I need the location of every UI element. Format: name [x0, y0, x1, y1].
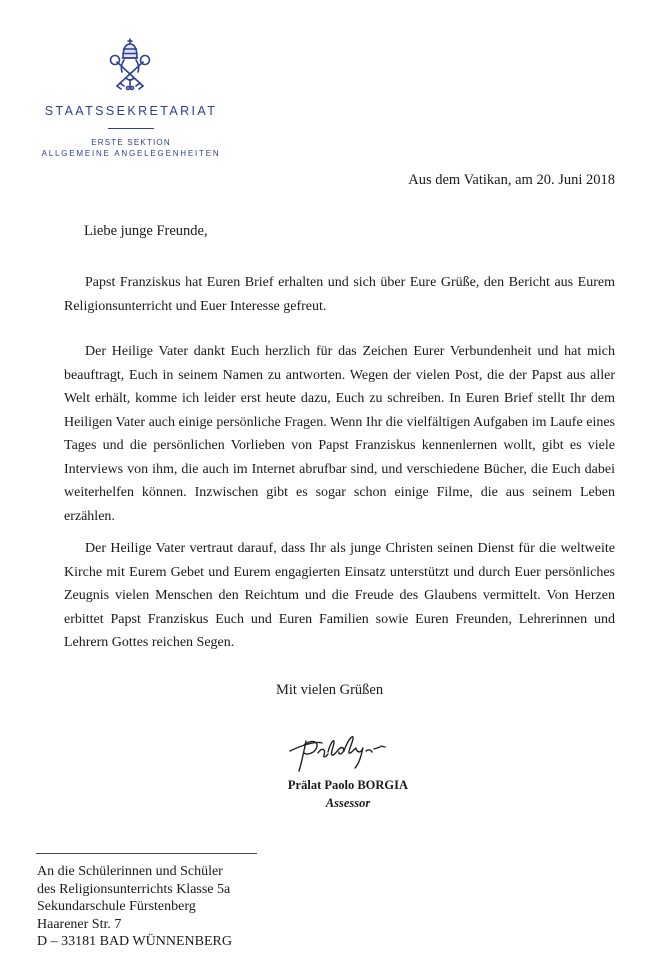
address-line: Haarener Str. 7 — [37, 916, 122, 932]
address-line: Sekundarschule Fürstenberg — [37, 899, 196, 915]
closing-greeting: Mit vielen Grüßen — [276, 682, 384, 698]
address-divider — [36, 853, 257, 854]
office-section: ERSTE SEKTION — [91, 138, 171, 147]
papal-keys-emblem-icon — [104, 36, 156, 92]
salutation: Liebe junge Freunde, — [84, 223, 208, 239]
address-line: D – 33181 BAD WÜNNENBERG — [37, 934, 232, 950]
letterhead-divider — [108, 128, 154, 129]
body-paragraph: Papst Franziskus hat Euren Brief erhalten und sich über Eure Grüße, den Bericht aus Eurem Religionsunterricht und Euer Interesse gefreut. — [64, 275, 615, 314]
address-line: An die Schülerinnen und Schüler — [37, 864, 223, 879]
body-paragraph: Der Heilige Vater vertraut darauf, dass Ihr als junge Christen seinen Dienst für die weltweite Kirche mit Eurem Gebet und Eurem engagierten Einsatz unterstützt und durch Euer persönliches Zeugnis vielen Menschen den Reichtum und die Freude des Glaubens vermittelt. Von Herzen erbittet Papst Franziskus Euch und Euren Familien sowie Euren Freunden, Lehrerinnen und Lehrern Gottes reichen Segen. — [64, 541, 615, 650]
signer-title: Assessor — [325, 796, 371, 810]
office-name: STAATSSEKRETARIAT — [44, 104, 218, 118]
office-department: ALLGEMEINE ANGELEGENHEITEN — [41, 149, 221, 158]
address-line: des Religionsunterrichts Klasse 5a — [37, 881, 231, 897]
dateline: Aus dem Vatikan, am 20. Juni 2018 — [408, 172, 615, 188]
recipient-address — [37, 863, 232, 951]
body-paragraph: Der Heilige Vater dankt Euch herzlich für das Zeichen Eurer Verbundenheit und hat mich beauftragt, Euch in seinem Namen zu antworten. Wegen der vielen Post, die der Papst aus aller Welt erhält, komme ich leider erst heute dazu, Euch zu schreiben. In Euren Brief stellt Ihr dem Heiligen Vater auch einige persönliche Fragen. Wenn Ihr die vielfältigen Aufgaben im Laufe eines Tages und die persönlichen Vorlieben von Papst Franziskus kennenlernen wollt, gibt es viele Interviews von ihm, die auch im Internet abrufbar sind, und verschiedene Bücher, die Euch dabei weiterhelfen können. Inzwischen gibt es sogar schon einige Filme, die aus seinem Leben erzählen. — [64, 344, 615, 524]
signer-name: Prälat Paolo BORGIA — [287, 778, 409, 792]
handwritten-signature-icon — [282, 727, 394, 773]
